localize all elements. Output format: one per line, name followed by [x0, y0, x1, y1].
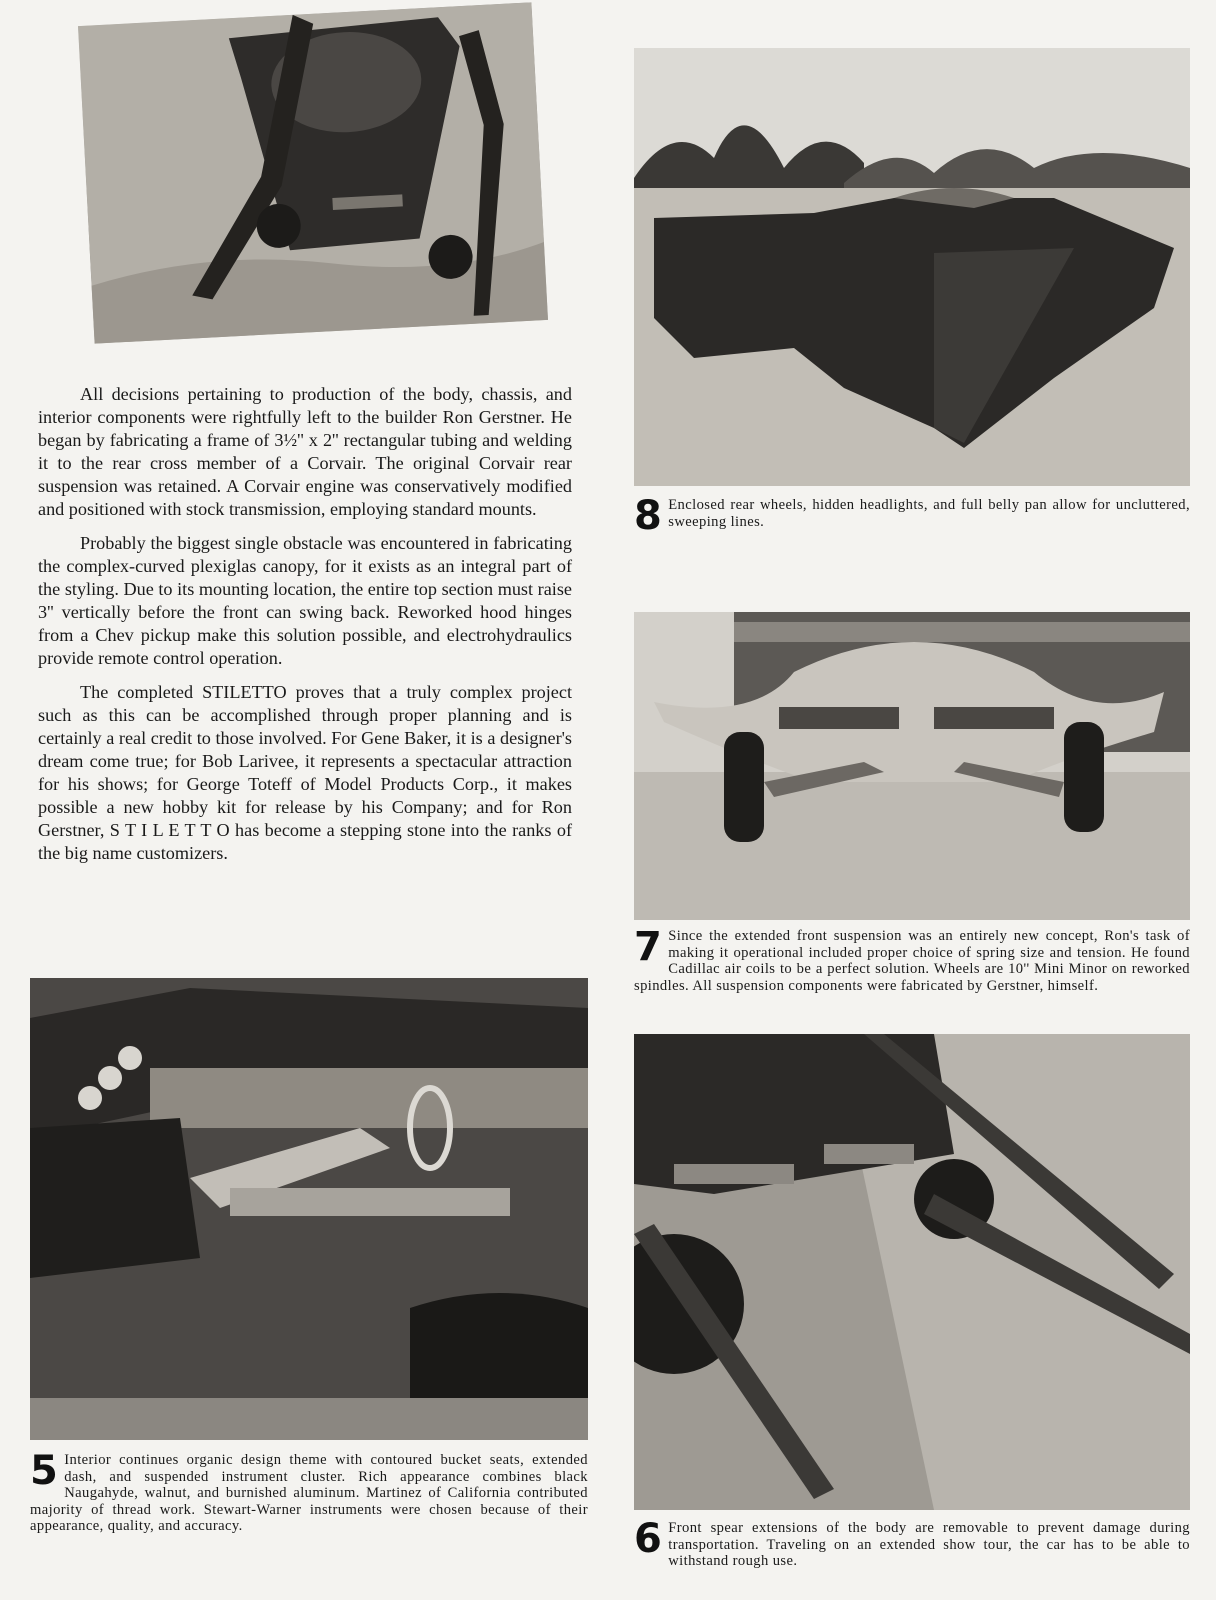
article-paragraph: The completed STILETTO proves that a truly complex project such as this can be accomplished through proper planning and is certainly a real credit to those involved. For Gene Baker, it is a designer's dream come true; for Bob Larivee, it represents a spectacular attraction for his shows; for George Toteff of Model Products Corp., it makes possible a new hobby kit for release by his Company; and for Ron Gerstner, S T I L E T T O has become a stepping stone into the ranks of the big name customizers.	[38, 682, 572, 863]
photo-6-front-spears	[634, 1034, 1190, 1510]
caption-number: 6	[634, 1516, 663, 1562]
caption-number: 5	[30, 1448, 59, 1494]
caption-text: Since the extended front suspension was an entirely new concept, Ron's task of making it operational included proper choice of spring size and tension. He found Cadillac air coils to be a perfect solution. Wheels are 10'' Mini Minor on reworked spindles. All suspension components were fabricated by Gerstner, himself.	[634, 928, 1190, 994]
caption-number: 8	[634, 493, 663, 539]
caption-6	[634, 1516, 1190, 1570]
caption-7	[634, 924, 1190, 994]
caption-8	[634, 493, 1190, 539]
photo-overhead-canopy	[78, 2, 548, 343]
article-paragraph: Probably the biggest single obstacle was encountered in fabricating the complex-curved plexiglas canopy, for it exists as an integral part of the styling. Due to its mounting location, the entire top section must raise 3'' vertically before the front can swing back. Reworked hood hinges from a Chev pickup make this solution possible, and electrohydraulics provide remote control operation.	[38, 533, 572, 668]
photo-8-rear-view	[634, 48, 1190, 486]
photo-7-front-suspension	[634, 612, 1190, 920]
photo-5-interior	[30, 978, 588, 1440]
article-paragraph: All decisions pertaining to production of the body, chassis, and interior components were rightfully left to the builder Ron Gerstner. He began by fabricating a frame of 3½'' x 2'' rectangular tubing and welding it to the rear cross member of a Corvair. The original Corvair rear suspension was retained. A Corvair engine was conservatively modified and positioned with stock transmission, employing standard mounts.	[38, 384, 572, 519]
article-body	[38, 383, 572, 876]
caption-number: 7	[634, 924, 663, 970]
caption-text: Enclosed rear wheels, hidden headlights, and full belly pan allow for uncluttered, sweeping lines.	[668, 497, 1190, 530]
caption-5	[30, 1448, 588, 1535]
caption-text: Front spear extensions of the body are removable to prevent damage during transportation. Traveling on an extended show tour, the car has to be able to withstand rough use.	[668, 1520, 1190, 1570]
caption-text: Interior continues organic design theme with contoured bucket seats, extended dash, and suspended instrument cluster. Rich appearance combines black Naugahyde, walnut, and burnished aluminum. Martinez of California contributed majority of thread work. Stewart-Warner instruments were chosen because of their appearance, quality, and accuracy.	[30, 1452, 588, 1535]
